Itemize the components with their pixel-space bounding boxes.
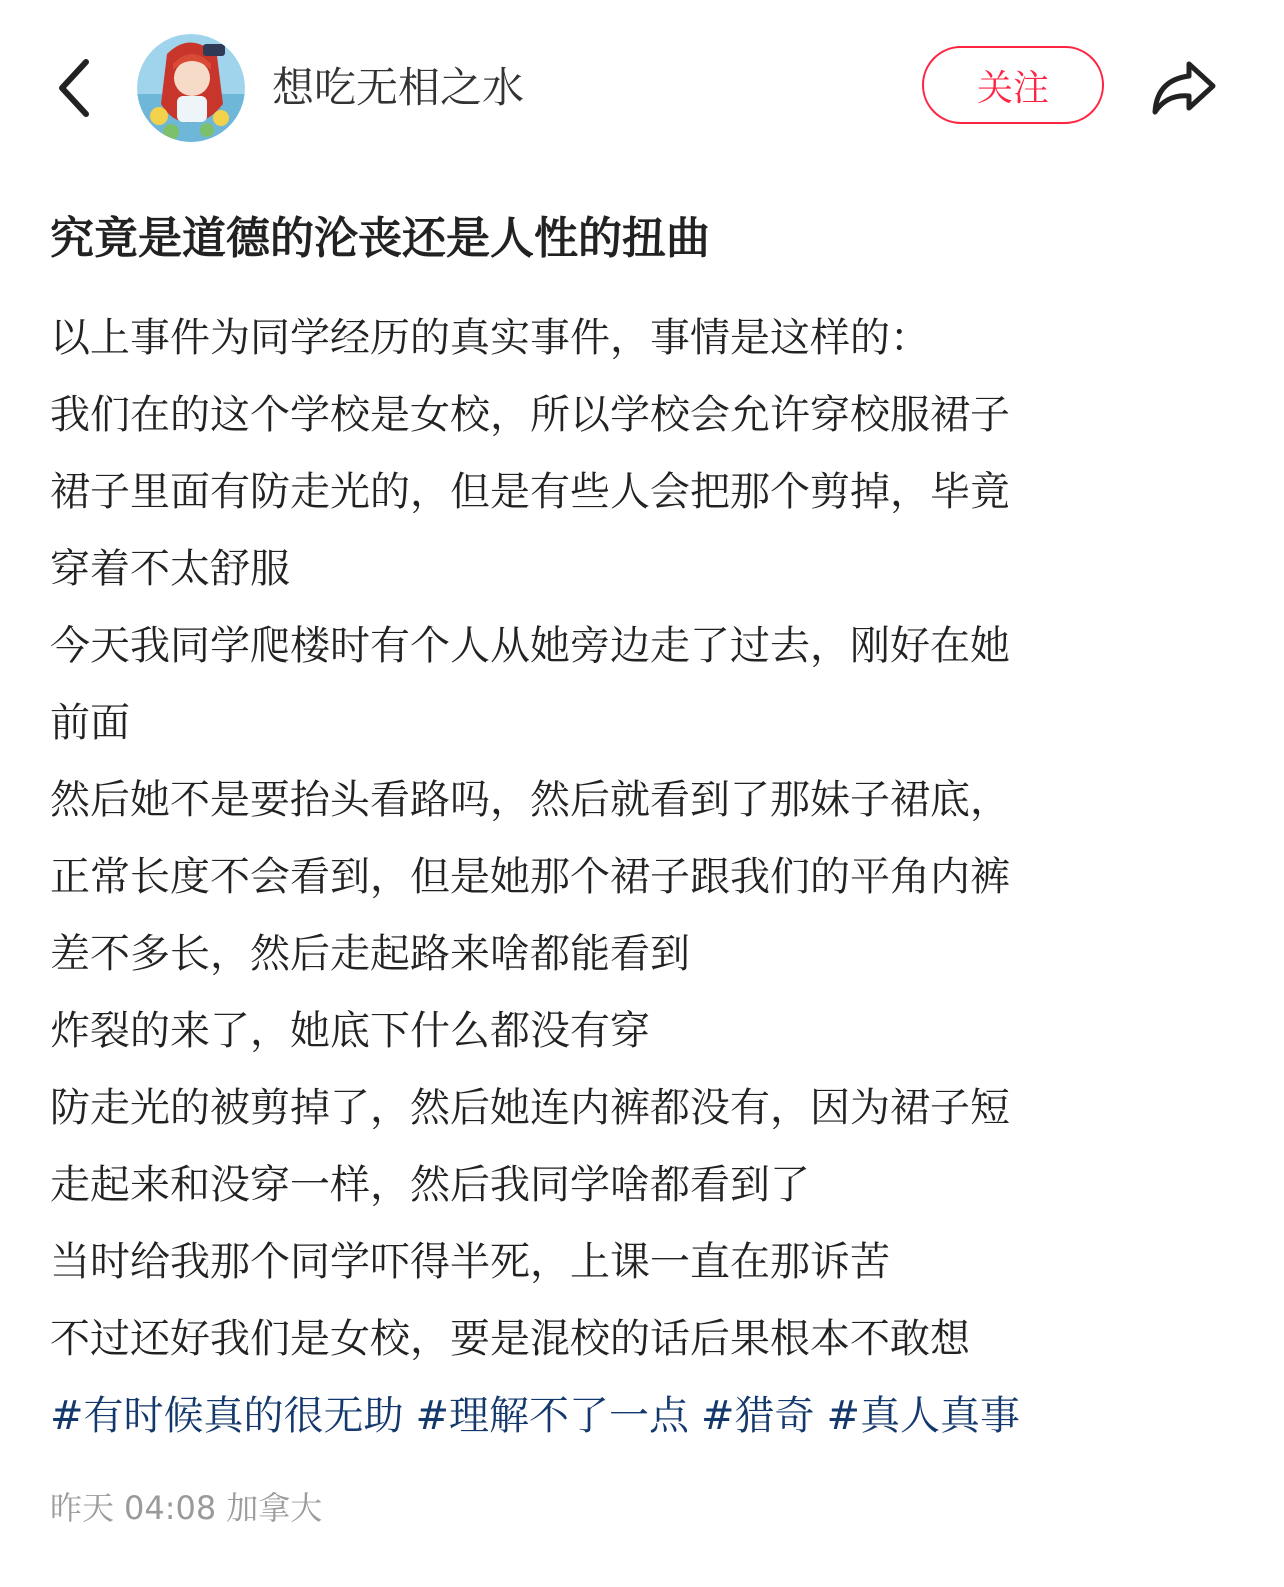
share-arrow-icon: [1149, 58, 1219, 118]
body-line: 防走光的被剪掉了，然后她连内裤都没有，因为裙子短: [50, 1085, 1010, 1131]
body-line: 当时给我那个同学吓得半死，上课一直在那诉苦: [50, 1239, 890, 1285]
body-line: 正常长度不会看到，但是她那个裙子跟我们的平角内裤: [50, 854, 1010, 900]
post-body: [50, 300, 1200, 1455]
body-line: 走起来和没穿一样，然后我同学啥都看到了: [50, 1162, 810, 1208]
body-line: 炸裂的来了，她底下什么都没有穿: [50, 1008, 650, 1054]
body-line: 以上事件为同学经历的真实事件，事情是这样的：: [50, 315, 930, 361]
post-location: 加拿大: [226, 1489, 323, 1527]
username[interactable]: 想吃无相之水: [272, 63, 525, 112]
post-time: 04:08: [124, 1489, 217, 1527]
body-line: 今天我同学爬楼时有个人从她旁边走了过去，刚好在她: [50, 623, 1010, 669]
post-meta: [50, 1484, 332, 1532]
hashtag[interactable]: #有时候真的很无助: [50, 1393, 404, 1439]
body-line: 然后她不是要抬头看路吗，然后就看到了那妹子裙底，: [50, 777, 1010, 823]
share-button[interactable]: [1146, 50, 1222, 126]
top-bar: [0, 0, 1284, 180]
back-button[interactable]: [44, 52, 104, 124]
avatar-image: [137, 34, 245, 142]
body-line: 不过还好我们是女校，要是混校的话后果根本不敢想: [50, 1316, 970, 1362]
chevron-left-icon: [52, 56, 96, 120]
follow-button[interactable]: 关注: [922, 46, 1104, 124]
hashtag[interactable]: #理解不了一点: [415, 1393, 690, 1439]
body-line: 我们在的这个学校是女校，所以学校会允许穿校服裙子: [50, 392, 1010, 438]
hashtag-row: [50, 1378, 1200, 1455]
body-line: 前面: [50, 700, 130, 746]
post-title: 究竟是道德的沦丧还是人性的扭曲: [50, 213, 710, 264]
body-line: 穿着不太舒服: [50, 546, 290, 592]
hashtag[interactable]: #猎奇: [701, 1393, 815, 1439]
avatar[interactable]: [137, 34, 245, 142]
body-line: 差不多长，然后走起路来啥都能看到: [50, 931, 690, 977]
body-line: 裙子里面有防走光的，但是有些人会把那个剪掉，毕竟: [50, 469, 1010, 515]
hashtag[interactable]: #真人真事: [826, 1393, 1021, 1439]
post-date: 昨天: [50, 1489, 115, 1527]
